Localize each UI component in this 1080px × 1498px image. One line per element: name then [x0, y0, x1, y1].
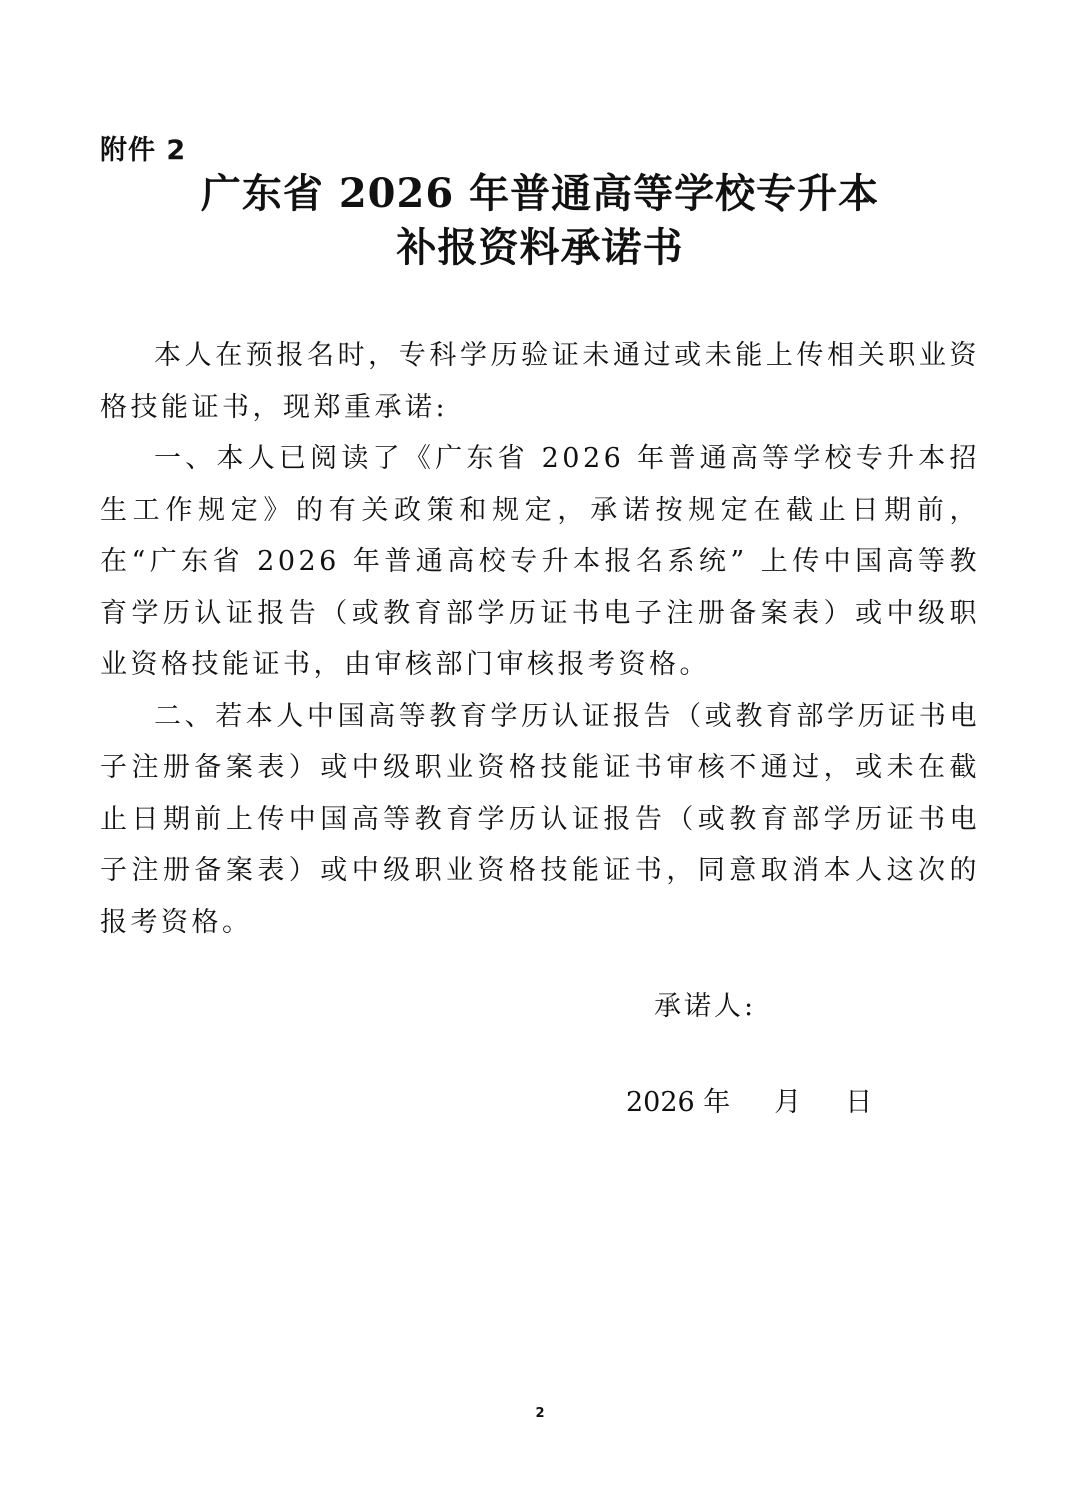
date-day: 日 [845, 1087, 873, 1118]
date-month: 月 [774, 1087, 802, 1118]
date-line [626, 1080, 872, 1119]
paragraph-intro: 本人在预报名时，专科学历验证未通过或未能上传相关职业资格技能证书，现郑重承诺: [100, 340, 980, 423]
document-title-line-1: 广东省 2026 年普通高等学校专升本 [200, 170, 880, 217]
paragraph-commitment-1: 一、本人已阅读了《广东省 2026 年普通高等学校专升本招生工作规定》的有关政策和规定，承诺按规定在截止日期前，在“广东省 2026 年普通高校专升本报名系统” 上传中国高等教育学历认证报告（或教育部学历证书电子注册备案表）或中级职业资格技能证书，由审核部门审核报考资格。 [100, 443, 980, 680]
page-number: 2 [535, 1406, 545, 1421]
paragraph-commitment-2: 二、若本人中国高等教育学历认证报告（或教育部学历证书电子注册备案表）或中级职业资格技能证书审核不通过，或未在截止日期前上传中国高等教育学历认证报告（或教育部学历证书电子注册备案表）或中级职业资格技能证书，同意取消本人这次的报考资格。 [100, 700, 980, 938]
document-title-line-2: 补报资料承诺书 [396, 224, 684, 271]
signer-label: 承诺人: [654, 991, 757, 1022]
document-body [100, 330, 980, 948]
attachment-label: 附件 2 [100, 135, 187, 166]
date-year: 2026 年 [626, 1087, 731, 1118]
